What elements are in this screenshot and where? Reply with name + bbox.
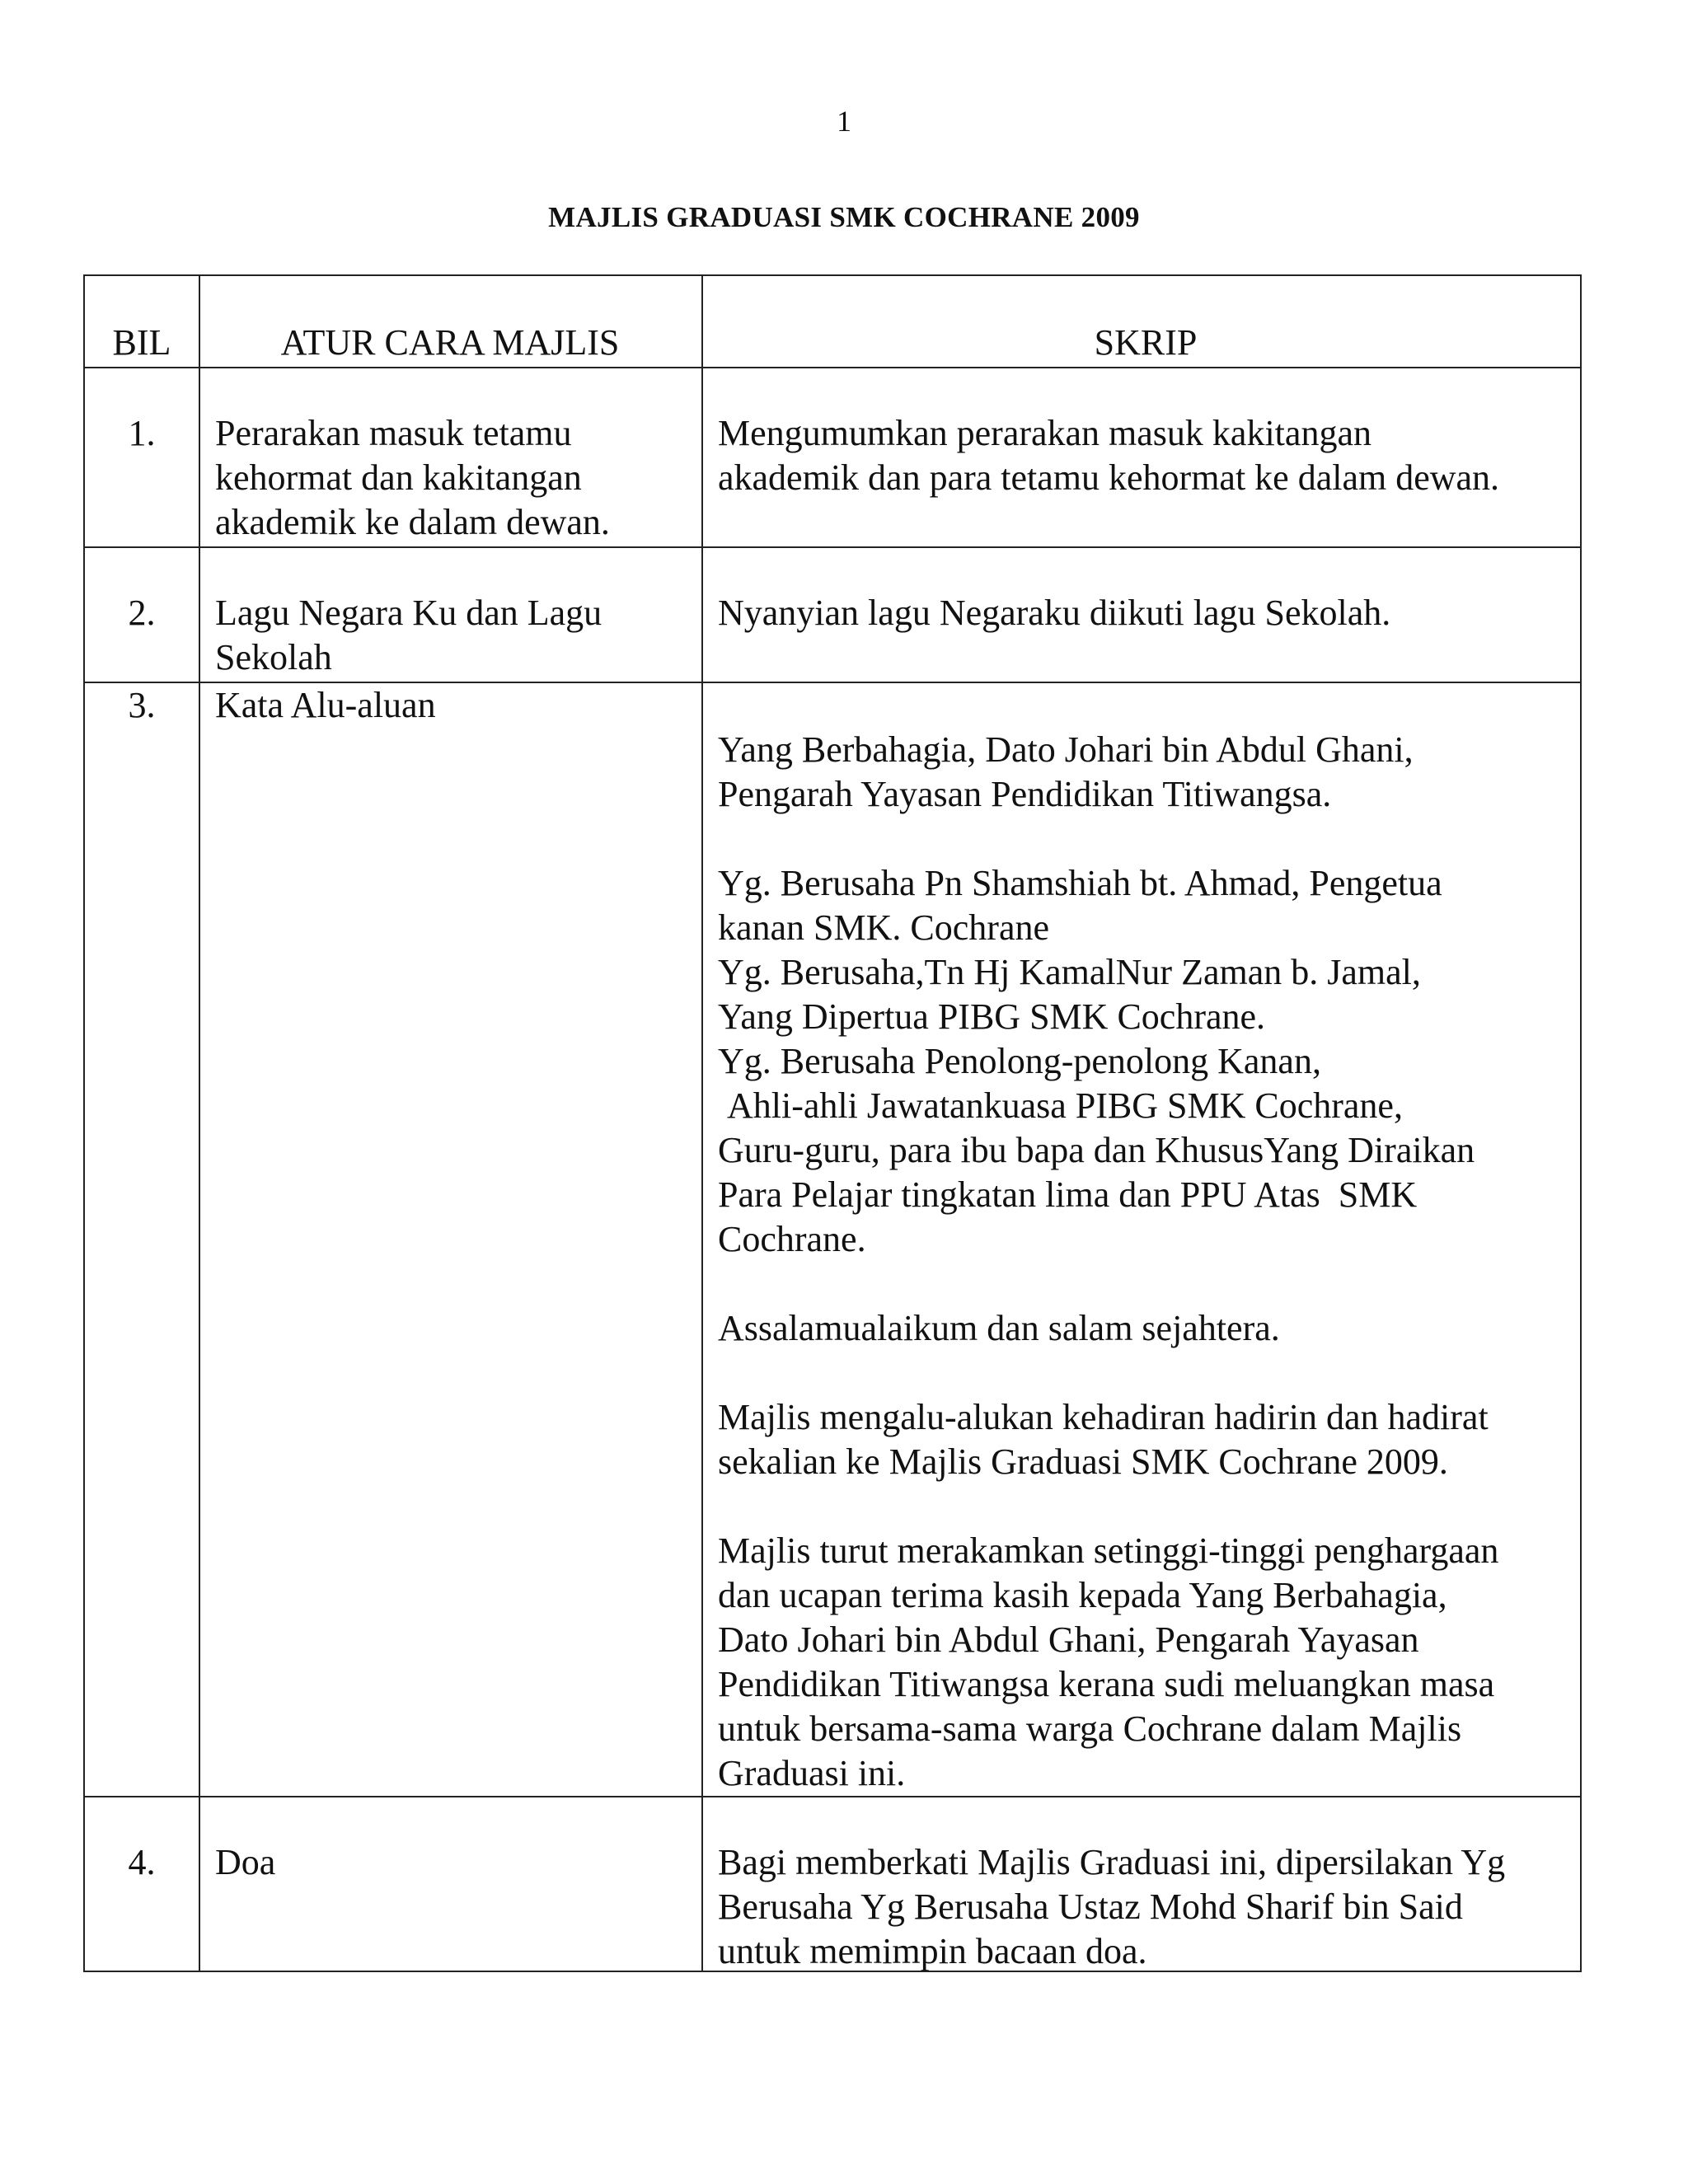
row-1-skrip (718, 411, 1567, 500)
row-3-skrip (718, 728, 1567, 1796)
text-line: Yg. Berusaha,Tn Hj KamalNur Zaman b. Jamal, (718, 952, 1421, 992)
row-divider (85, 367, 1580, 368)
text-line: Berusaha Yg Berusaha Ustaz Mohd Sharif bin Said (718, 1886, 1463, 1927)
row-2-skrip (718, 591, 1567, 635)
text-line: Pengarah Yayasan Pendidikan Titiwangsa. (718, 774, 1332, 814)
text-line: Yg. Berusaha Penolong-penolong Kanan, (718, 1041, 1321, 1081)
row-divider (85, 1796, 1580, 1797)
text-line: Dato Johari bin Abdul Ghani, Pengarah Yayasan (718, 1619, 1419, 1660)
text-line: untuk memimpin bacaan doa. (718, 1931, 1147, 1971)
row-3-bil: 3. (128, 685, 156, 725)
header-bil: BIL (112, 322, 171, 363)
row-2-bil: 2. (128, 593, 156, 633)
column-divider (199, 276, 200, 1971)
row-1-bil: 1. (128, 413, 156, 453)
text-line: Nyanyian lagu Negaraku diikuti lagu Sekolah. (718, 593, 1391, 633)
header-atur-cara: ATUR CARA MAJLIS (280, 322, 620, 363)
text-line: Para Pelajar tingkatan lima dan PPU Atas SMK (718, 1174, 1418, 1215)
page-number: 1 (837, 105, 851, 138)
text-line: kehormat dan kakitangan (215, 457, 582, 498)
row-4-bil: 4. (128, 1842, 156, 1882)
text-line: untuk bersama-sama warga Cochrane dalam Majlis (718, 1708, 1462, 1749)
text-line: akademik dan para tetamu kehormat ke dalam dewan. (718, 457, 1500, 498)
text-line: Ahli-ahli Jawatankuasa PIBG SMK Cochrane, (718, 1085, 1403, 1126)
text-line: Lagu Negara Ku dan Lagu (215, 593, 603, 633)
text-line: Cochrane. (718, 1219, 866, 1259)
text-line: Graduasi ini. (718, 1753, 906, 1793)
program-table (83, 274, 1582, 1972)
text-line: dan ucapan terima kasih kepada Yang Berbahagia, (718, 1575, 1447, 1615)
text-line: Yang Dipertua PIBG SMK Cochrane. (718, 996, 1266, 1037)
skrip-paragraph (718, 728, 1567, 817)
text-line: Majlis turut merakamkan setinggi-tinggi penghargaan (718, 1530, 1499, 1571)
text-line: Doa (215, 1842, 276, 1882)
text-line: Guru-guru, para ibu bapa dan KhususYang Diraikan (718, 1130, 1475, 1170)
text-line: Perarakan masuk tetamu (215, 413, 572, 453)
text-line: akademik ke dalam dewan. (215, 502, 610, 542)
skrip-paragraph (718, 1395, 1567, 1484)
document-title: MAJLIS GRADUASI SMK COCHRANE 2009 (548, 201, 1140, 233)
text-line: Pendidikan Titiwangsa kerana sudi meluangkan masa (718, 1664, 1495, 1704)
text-line: sekalian ke Majlis Graduasi SMK Cochrane 2009. (718, 1441, 1448, 1482)
row-4-atur-cara (215, 1840, 693, 1885)
column-divider (701, 276, 703, 1971)
row-4-skrip (718, 1840, 1567, 1974)
text-line: Majlis mengalu-alukan kehadiran hadirin dan hadirat (718, 1397, 1489, 1437)
header-skrip: SKRIP (1094, 322, 1198, 363)
text-line: Sekolah (215, 637, 332, 677)
row-3-atur-cara (215, 683, 693, 728)
row-1-atur-cara (215, 411, 693, 545)
skrip-paragraph (718, 1529, 1567, 1796)
text-line: Yg. Berusaha Pn Shamshiah bt. Ahmad, Pengetua (718, 863, 1442, 903)
text-line: Bagi memberkati Majlis Graduasi ini, dipersilakan Yg (718, 1842, 1506, 1882)
skrip-paragraph (718, 861, 1567, 1262)
text-line: Mengumumkan perarakan masuk kakitangan (718, 413, 1372, 453)
text-line: Assalamualaikum dan salam sejahtera. (718, 1308, 1280, 1348)
row-divider (85, 546, 1580, 548)
skrip-paragraph (718, 1306, 1567, 1351)
text-line: Yang Berbahagia, Dato Johari bin Abdul Ghani, (718, 729, 1414, 770)
text-line: kanan SMK. Cochrane (718, 907, 1050, 948)
row-2-atur-cara (215, 591, 693, 680)
text-line: Kata Alu-aluan (215, 685, 436, 725)
